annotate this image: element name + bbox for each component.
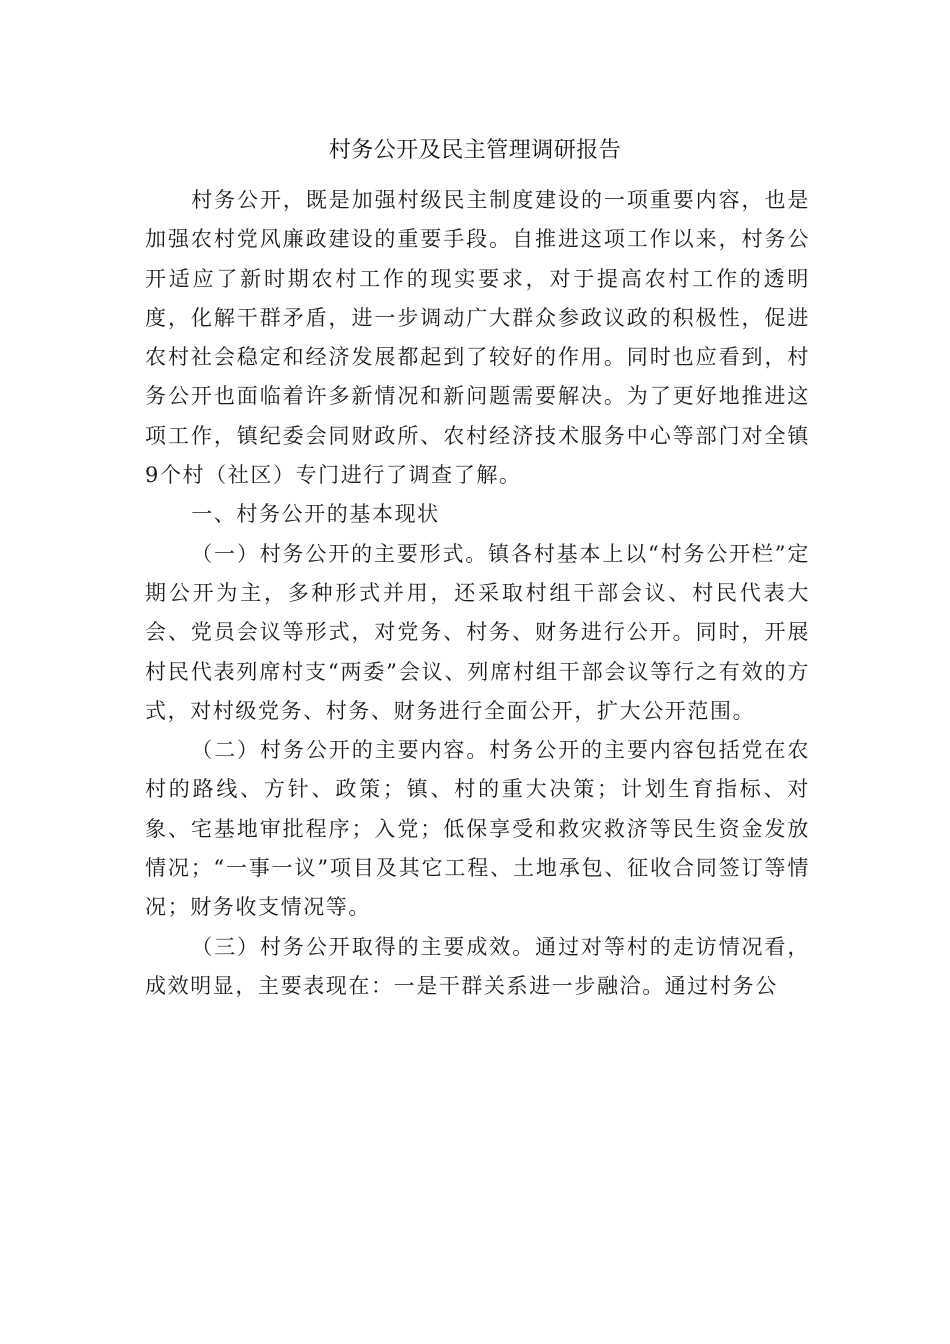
section-heading-1: 一、村务公开的基本现状 [191, 502, 440, 527]
document-title: 村务公开及民主管理调研报告 [328, 138, 622, 163]
subsection-paragraph-3: （三）村务公开取得的主要成效。通过对等村的走访情况看，成效明显，主要表现在：一是干群关系进一步融洽。通过村务公 [145, 934, 810, 998]
intro-paragraph: 村务公开，既是加强村级民主制度建设的一项重要内容，也是加强农村党风廉政建设的重要手段。自推进这项工作以来，村务公开适应了新时期农村工作的现实要求，对于提高农村工作的透明度，化解干群矛盾，进一步调动广大群众参政议政的积极性，促进农村社会稳定和经济发展都起到了较好的作用。同时也应看到，村务公开也面临着许多新情况和新问题需要解决。为了更好地推进这项工作，镇纪委会同财政所、农村经济技术服务中心等部门对全镇9个村（社区）专门进行了调查了解。 [145, 188, 810, 488]
subsection-paragraph-2: （二）村务公开的主要内容。村务公开的主要内容包括党在农村的路线、方针、政策；镇、村的重大决策；计划生育指标、对象、宅基地审批程序；入党；低保享受和救灾救济等民生资金发放情况；“一事一议”项目及其它工程、土地承包、征收合同签订等情况；财务收支情况等。 [145, 738, 810, 920]
subsection-paragraph-1: （一）村务公开的主要形式。镇各村基本上以“村务公开栏”定期公开为主，多种形式并用，还采取村组干部会议、村民代表大会、党员会议等形式，对党务、村务、财务进行公开。同时，开展村民代表列席村支“两委”会议、列席村组干部会议等行之有效的方式，对村级党务、村务、财务进行全面公开，扩大公开范围。 [145, 541, 810, 723]
document-body [145, 181, 810, 1006]
